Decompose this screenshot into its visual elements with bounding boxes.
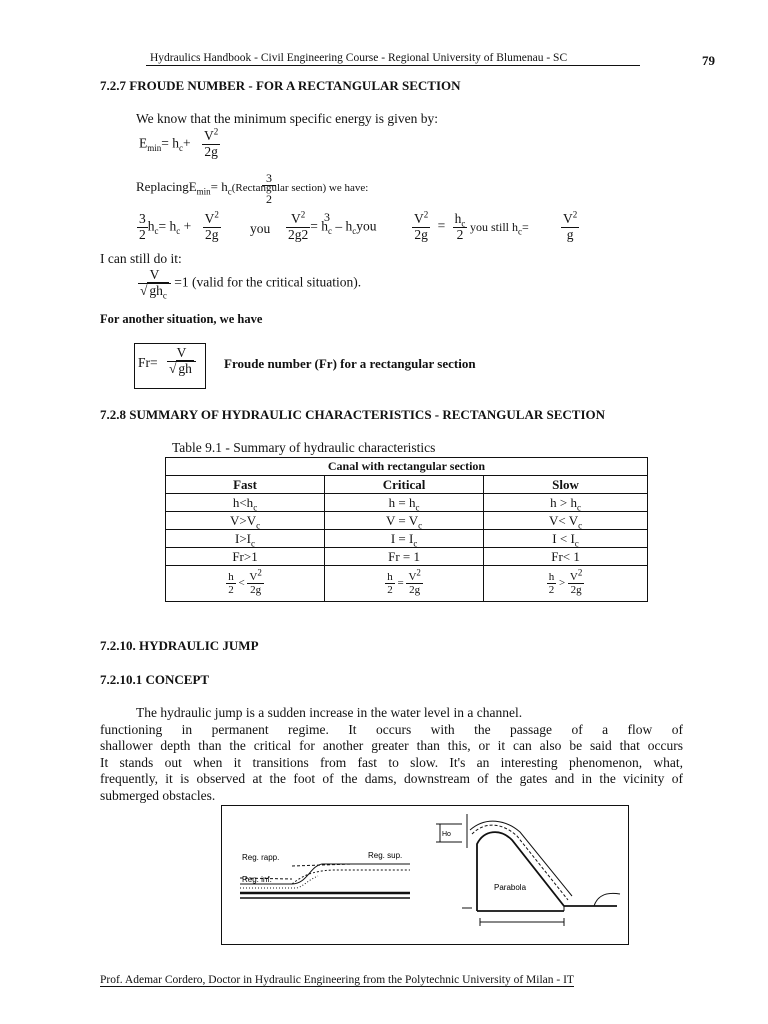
- eq-row-3-rhs: $\frac{V^2}{g}$: [563, 209, 578, 242]
- table-cell: Fr< 1: [484, 548, 648, 566]
- another-situation: For another situation, we have: [100, 312, 263, 326]
- table-cell: $V< V_c$: [484, 512, 648, 530]
- label-reg-inf: Reg. inf.: [242, 875, 272, 884]
- you-1: you: [250, 221, 271, 236]
- table-cell: $\frac{h}{2}$ > $\frac{V^2}{2g}$: [484, 566, 648, 602]
- col-critical: Critical: [325, 476, 484, 494]
- para-line: submerged obstacles.: [100, 787, 216, 803]
- section-72101-title: 7.2.10.1 CONCEPT: [100, 672, 210, 687]
- eq-row-2-three: 3: [324, 210, 330, 224]
- section-727-title: 7.2.7 FROUDE NUMBER - FOR A RECTANGULAR SECTION: [100, 78, 461, 93]
- label-reg-sup: Reg. sup.: [368, 851, 403, 860]
- col-fast: Fast: [166, 476, 325, 494]
- fr-lhs: Fr=: [138, 355, 158, 370]
- table-row: [166, 512, 648, 530]
- section-7210-title: 7.2.10. HYDRAULIC JUMP: [100, 638, 259, 653]
- table-cell: $h = h_c$: [325, 494, 484, 512]
- label-ho: Ho: [442, 831, 451, 838]
- table-cell: $\frac{h}{2}$ < $\frac{V^2}{2g}$: [166, 566, 325, 602]
- para-line: functioning in permanent regime. It occurs with the passage of a flow of: [100, 721, 683, 737]
- fr-fraction: $\frac{V}{√ gh}$: [167, 346, 196, 377]
- label-reg-rap: Reg. rapp.: [242, 853, 280, 862]
- concept-paragraph: [100, 705, 683, 805]
- col-slow: Slow: [484, 476, 648, 494]
- table-cell: $V>V_c$: [166, 512, 325, 530]
- froude-formula-box: [134, 343, 206, 389]
- para-line: frequently, it is observed at the foot of the dams, downstream of the gates and in the vicinity of: [100, 771, 683, 787]
- table-cell: $h > h_c$: [484, 494, 648, 512]
- table-header: Canal with rectangular section: [166, 458, 648, 476]
- page-number: 79: [702, 53, 715, 68]
- para-line: The hydraulic jump is a sudden increase in the water level in a channel.: [136, 705, 523, 720]
- table-row: [166, 566, 648, 602]
- table-caption: Table 9.1 - Summary of hydraulic characteristics: [172, 440, 436, 455]
- intro-text: We know that the minimum specific energy is given by:: [136, 111, 438, 126]
- section-728-title: 7.2.8 SUMMARY OF HYDRAULIC CHARACTERISTICS - RECTANGULAR SECTION: [100, 407, 606, 422]
- hydraulic-characteristics-table: [165, 457, 648, 602]
- replacing-three: 3: [266, 171, 272, 185]
- can-still-text: I can still do it:: [100, 251, 182, 266]
- critical-froude-equation: $\frac{V}{√ gh_c}$ =1 (valid for the critical situation).: [140, 267, 362, 301]
- you-still: you still $h_c=$: [470, 220, 529, 237]
- emin-equation: $E_{min}= h_c+$ $\frac{V^2}{2g}$: [139, 126, 219, 159]
- para-line: shallower depth than the critical for another greater than this, or it can also be said that occurs: [100, 738, 683, 754]
- label-parabola: Parabola: [494, 883, 527, 892]
- eq-row-2: $\frac{V^2}{2g2}$ = $h_c - h_cyou$: [288, 209, 377, 242]
- table-cell: Fr>1: [166, 548, 325, 566]
- table-row: [166, 548, 648, 566]
- hydraulic-jump-drawing: [222, 806, 628, 944]
- table-row: [166, 494, 648, 512]
- table-cell: $\frac{h}{2}$ = $\frac{V^2}{2g}$: [325, 566, 484, 602]
- table-cell: $V = V_c$: [325, 512, 484, 530]
- header-rule: [146, 65, 640, 66]
- table-cell: $I < I_c$: [484, 530, 648, 548]
- table-cell: $I>I_c$: [166, 530, 325, 548]
- eq-row-1: $\frac{3}{2}$ $h_c= h_c$ + $\frac{V^2}{2g}$: [139, 209, 219, 242]
- table-row: [166, 530, 648, 548]
- replacing-two: 2: [266, 192, 272, 206]
- table-cell: Fr = 1: [325, 548, 484, 566]
- hydraulic-jump-figure: [221, 805, 629, 945]
- froude-caption: Froude number (Fr) for a rectangular section: [224, 356, 476, 371]
- table-cell: $h<h_c$: [166, 494, 325, 512]
- table-cell: $I = I_c$: [325, 530, 484, 548]
- running-title: Hydraulics Handbook - Civil Engineering Course - Regional University of Blumenau - SC: [150, 52, 568, 64]
- eq-row-3: $\frac{V^2}{2g}$ = $\frac{h_c}{2}$: [414, 209, 466, 242]
- footer-text: Prof. Ademar Cordero, Doctor in Hydraulic Engineering from the Polytechnic University of Milan - IT: [100, 974, 574, 986]
- replacing-text: ReplacingE$_{min}$= $h_c(Rectangular$ section) we have:: [136, 179, 369, 197]
- para-line: It stands out when it transitions from fast to slow. It's an interesting phenomenon, what,: [100, 754, 683, 770]
